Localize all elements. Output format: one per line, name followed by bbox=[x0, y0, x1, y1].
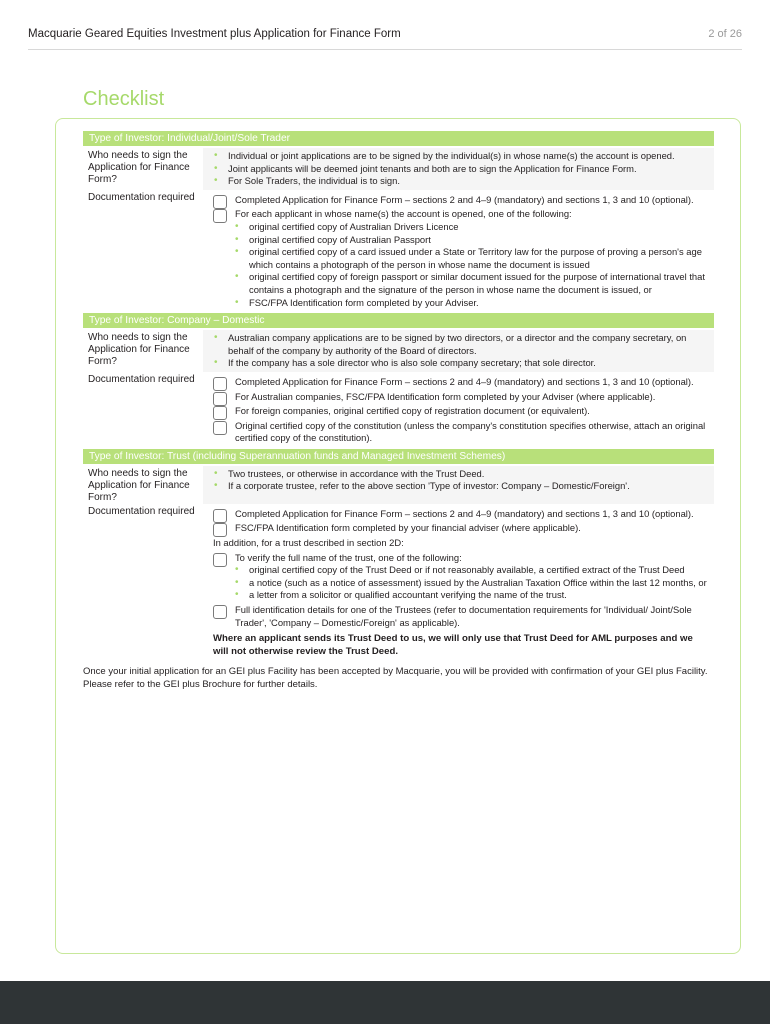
documentation-row bbox=[83, 190, 714, 313]
who-signs-row bbox=[83, 148, 714, 190]
list-item: • Individual or joint applications are to be signed by the individual(s) in whose name(s) the account is opened. bbox=[213, 150, 710, 163]
who-signs-row bbox=[83, 330, 714, 372]
documentation-list bbox=[203, 504, 714, 661]
list-item: • Joint applicants will be deemed joint tenants and both are to sign the Application for Finance Form. bbox=[213, 163, 710, 176]
checklist-item bbox=[213, 522, 710, 535]
checkbox[interactable] bbox=[213, 195, 227, 209]
checklist-item bbox=[213, 604, 710, 629]
checklist-item-text: Completed Application for Finance Form – sections 2 and 4–9 (mandatory) and sections 1, 3 and 10 (optional). bbox=[235, 375, 694, 387]
checklist-item bbox=[213, 552, 710, 602]
checkbox[interactable] bbox=[213, 406, 227, 420]
checklist-item-text: Full identification details for one of the Trustees (refer to documentation requirements for 'Individual/ Joint/Sole Trader', 'Company – Domestic/Foreign' as applicable). bbox=[235, 604, 692, 628]
who-signs-row bbox=[83, 466, 714, 504]
in-addition-text: In addition, for a trust described in section 2D: bbox=[213, 537, 404, 549]
checkbox[interactable] bbox=[213, 209, 227, 223]
documentation-row bbox=[83, 372, 714, 449]
checklist-item bbox=[213, 405, 710, 418]
documentation-row bbox=[83, 504, 714, 661]
sub-list-item: • original certified copy of Australian Passport bbox=[235, 234, 710, 247]
sub-list-item: • original certified copy of a card issued under a State or Territory law for the purpose of proving a person's age which contains a photograph of the person in whose name the document is issued bbox=[235, 246, 710, 271]
checklist-item-text: For Australian companies, FSC/FPA Identification form completed by your Adviser (where applicable). bbox=[235, 390, 656, 402]
documentation-label: Documentation required bbox=[88, 191, 195, 203]
sub-list-item: • a letter from a solicitor or qualified accountant verifying the name of the trust. bbox=[235, 589, 710, 602]
who-signs-list bbox=[203, 148, 714, 190]
list-item: • Australian company applications are to be signed by two directors, or a director and the company secretary, on behalf of the company by authority of the Board of directors. bbox=[213, 332, 710, 357]
list-item: • If a corporate trustee, refer to the above section 'Type of investor: Company – Domestic/Foreign'. bbox=[213, 480, 710, 493]
documentation-list bbox=[203, 372, 714, 449]
checklist-item bbox=[213, 508, 710, 521]
section-header-trust: Type of Investor: Trust (including Superannuation funds and Managed Investment Schemes) bbox=[83, 449, 714, 464]
bottom-toolbar bbox=[0, 981, 770, 1024]
section-header-individual: Type of Investor: Individual/Joint/Sole Trader bbox=[83, 131, 714, 146]
checklist-item-text: For foreign companies, original certified copy of registration document (or equivalent). bbox=[235, 405, 590, 417]
checklist-item bbox=[213, 208, 710, 309]
checkbox[interactable] bbox=[213, 523, 227, 537]
header-divider bbox=[28, 49, 742, 50]
list-item: • For Sole Traders, the individual is to sign. bbox=[213, 175, 710, 188]
documentation-label: Documentation required bbox=[88, 373, 195, 385]
checklist-item-text: FSC/FPA Identification form completed by your financial adviser (where applicable). bbox=[235, 522, 581, 534]
checklist-item bbox=[213, 376, 710, 389]
checklist-item bbox=[213, 420, 710, 445]
checklist-item-text: Completed Application for Finance Form – sections 2 and 4–9 (mandatory) and sections 1, 3 and 10 (optional). bbox=[235, 193, 694, 205]
checkbox[interactable] bbox=[213, 605, 227, 619]
checklist-item-text: For each applicant in whose name(s) the account is opened, one of the following: bbox=[235, 208, 572, 220]
sub-list-item: • original certified copy of Australian Drivers Licence bbox=[235, 221, 710, 234]
who-signs-label: Who needs to sign the Application for Finance Form? bbox=[88, 332, 190, 368]
document-title: Macquarie Geared Equities Investment plus Application for Finance Form bbox=[28, 28, 401, 40]
checklist-item bbox=[213, 391, 710, 404]
sub-list-item: • original certified copy of foreign passport or similar document issued for the purpose of international travel that contains a photograph and the signature of the person in whose name the document is issued, or bbox=[235, 271, 710, 296]
trust-deed-note: Where an applicant sends its Trust Deed to us, we will only use that Trust Deed for AML purposes and we will not otherwise review the Trust Deed. bbox=[213, 633, 693, 658]
checklist-item bbox=[213, 194, 710, 207]
page-heading: Checklist bbox=[83, 88, 165, 110]
documentation-label: Documentation required bbox=[88, 505, 195, 517]
list-item: • Two trustees, or otherwise in accordance with the Trust Deed. bbox=[213, 468, 710, 481]
checkbox[interactable] bbox=[213, 377, 227, 391]
sub-list-item: • FSC/FPA Identification form completed by your Adviser. bbox=[235, 297, 710, 310]
checklist-item-text: Original certified copy of the constitution (unless the company's constitution specifies otherwise, attach an original certified copy of the constitution). bbox=[235, 419, 706, 444]
checklist-content bbox=[83, 131, 714, 691]
checkbox[interactable] bbox=[213, 392, 227, 406]
who-signs-label: Who needs to sign the Application for Finance Form? bbox=[88, 150, 190, 185]
who-signs-list bbox=[203, 330, 714, 372]
checkbox[interactable] bbox=[213, 509, 227, 523]
checklist-item-text: Completed Application for Finance Form – sections 2 and 4–9 (mandatory) and sections 1, 3 and 10 (optional). bbox=[235, 507, 694, 519]
checkbox[interactable] bbox=[213, 421, 227, 435]
documentation-list bbox=[203, 190, 714, 313]
section-header-company: Type of Investor: Company – Domestic bbox=[83, 313, 714, 328]
closing-note: Once your initial application for an GEI plus Facility has been accepted by Macquarie, you will be provided with confirmation of your GEI plus Facility. Please refer to the GEI plus Brochure for further details. bbox=[83, 665, 708, 690]
who-signs-label: Who needs to sign the Application for Finance Form? bbox=[88, 467, 190, 503]
checkbox[interactable] bbox=[213, 553, 227, 567]
list-item: • If the company has a sole director who is also sole company secretary; that sole director. bbox=[213, 357, 710, 370]
page-number: 2 of 26 bbox=[708, 28, 742, 40]
sub-list-item: • original certified copy of the Trust Deed or if not reasonably available, a certified extract of the Trust Deed bbox=[235, 564, 710, 577]
checklist-item-text: To verify the full name of the trust, one of the following: bbox=[235, 551, 462, 563]
who-signs-list bbox=[203, 466, 714, 504]
sub-list-item: • a notice (such as a notice of assessment) issued by the Australian Taxation Office within the last 12 months, or bbox=[235, 577, 710, 590]
